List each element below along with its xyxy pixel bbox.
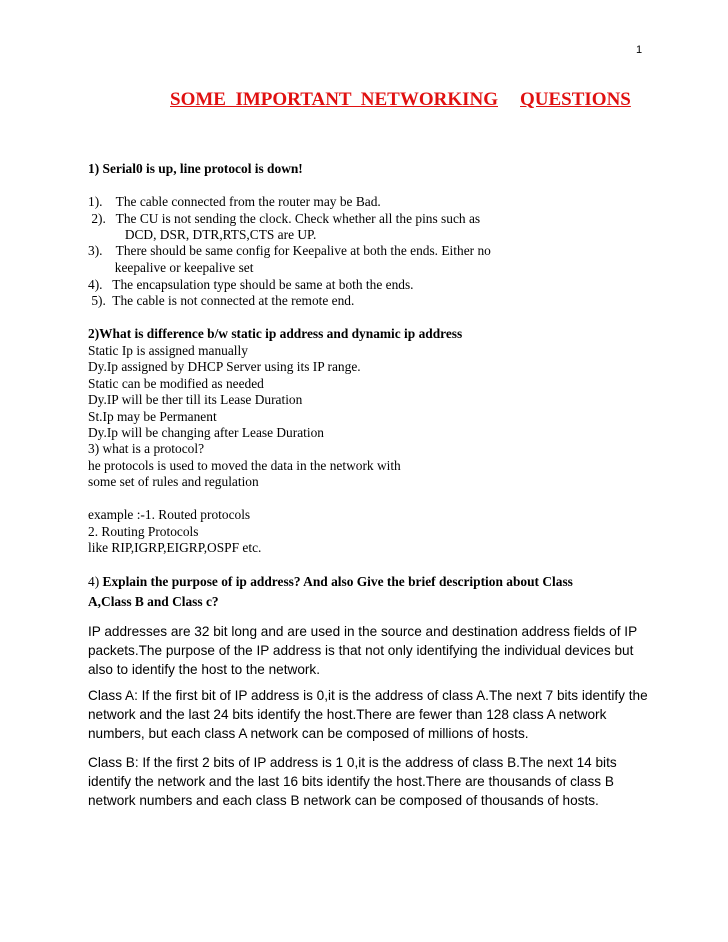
q4-paragraph-purpose: IP addresses are 32 bit long and are used in the source and destination address fields of IP packets.The purpose of the IP address is that not only identifying the individual devices but also to identify the host to the network. [88, 624, 637, 677]
q2-line: Static Ip is assigned manually [88, 343, 248, 358]
q3-heading: 3) what is a protocol? [88, 441, 205, 456]
q2-line: Dy.IP will be ther till its Lease Duration [88, 392, 303, 407]
q1-item: 5). The cable is not connected at the remote end. [88, 293, 355, 308]
q1-item: 4). The encapsulation type should be same at both the ends. [88, 277, 414, 292]
q3-line: like RIP,IGRP,EIGRP,OSPF etc. [88, 540, 262, 555]
q2-heading: 2)What is difference b/w static ip address and dynamic ip address [88, 326, 463, 341]
q3-line: some set of rules and regulation [88, 474, 259, 489]
q1-item: 3). There should be same config for Keepalive at both the ends. Either no [88, 243, 491, 258]
q1-item: keepalive or keepalive set [88, 260, 254, 275]
q2-line: St.Ip may be Permanent [88, 409, 217, 424]
q4-heading-text: Explain the purpose of ip address? And also Give the brief description about Class [102, 574, 573, 589]
q3-line: 2. Routing Protocols [88, 524, 199, 539]
q4-heading-line1 [88, 572, 573, 592]
q2-line: Static can be modified as needed [88, 376, 264, 391]
q1-heading: 1) Serial0 is up, line protocol is down! [88, 161, 303, 176]
q4-paragraph-class-a: Class A: If the first bit of IP address is 0,it is the address of class A.The next 7 bits identify the network and the last 24 bits identify the host.There are fewer than 128 class A network numbers, but each class A network can be composed of millions of hosts. [88, 688, 648, 741]
q4-number: 4) [88, 574, 103, 589]
q1-item: 2). The CU is not sending the clock. Check whether all the pins such as [88, 211, 481, 226]
q4-heading-line2: A,Class B and Class c? [88, 594, 219, 609]
q1-item: 1). The cable connected from the router may be Bad. [88, 194, 381, 209]
q1-item: DCD, DSR, DTR,RTS,CTS are UP. [88, 227, 317, 242]
page-number: 1 [636, 44, 643, 56]
q2-line: Dy.Ip will be changing after Lease Duration [88, 425, 324, 440]
page-title-main: SOME IMPORTANT NETWORKING [170, 89, 498, 110]
q4-paragraph-class-b: Class B: If the first 2 bits of IP address is 1 0,it is the address of class B.The next 14 bits identify the network and the last 16 bits identify the host.There are thousands of class B network numbers and each class B network can be composed of thousands of hosts. [88, 755, 617, 808]
q2-line: Dy.Ip assigned by DHCP Server using its IP range. [88, 359, 361, 374]
q3-line: example :-1. Routed protocols [88, 507, 251, 522]
page-title-questions: QUESTIONS [520, 89, 631, 110]
q3-line: he protocols is used to moved the data in the network with [88, 458, 401, 473]
